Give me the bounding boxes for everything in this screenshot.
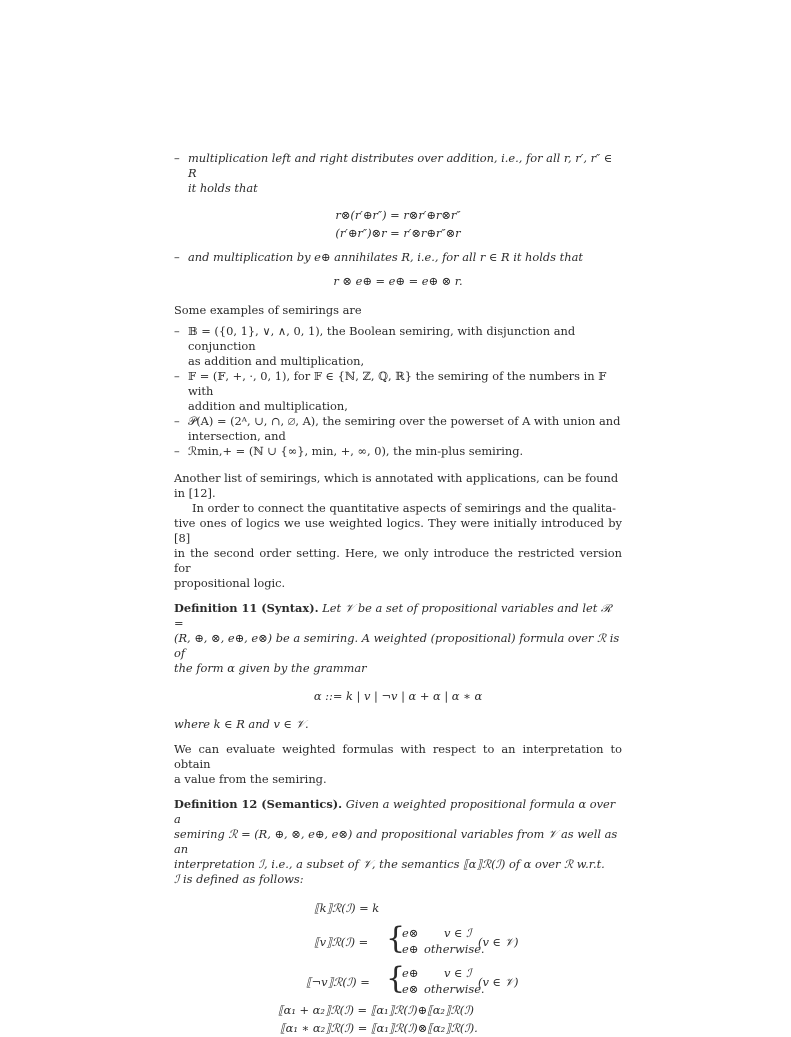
example-item-numbers <box>174 369 622 414</box>
bullet-dash: – <box>174 369 180 383</box>
definition-line: ℐ is defined as follows: <box>174 872 304 886</box>
definition-line <box>174 797 622 827</box>
case-condition: otherwise. <box>424 942 485 956</box>
side-condition: (v ∈ 𝒱) <box>478 935 519 949</box>
example-item-boolean <box>174 324 622 369</box>
case-condition: otherwise. <box>424 982 485 996</box>
paragraph-line: in the second order setting. Here, we only introduce the restricted version for <box>174 546 622 575</box>
bullet-dash: – <box>174 250 180 264</box>
definition-line: semiring ℛ = (R, ⊕, ⊗, e⊕, e⊗) and propositional variables from 𝒱 as well as an <box>174 827 618 856</box>
example-line: 𝒫(A) = (2ᴬ, ∪, ∩, ∅, A), the semiring over the powerset of A with union and <box>188 414 621 428</box>
paragraph-line: Another list of semirings, which is annotated with applications, can be found <box>174 471 619 485</box>
example-item-minplus <box>174 444 622 459</box>
paragraph-line: We can evaluate weighted formulas with respect to an interpretation to obtain <box>174 742 622 771</box>
case-value: e⊕ <box>402 942 419 956</box>
case-value: e⊗ <box>402 926 419 940</box>
definition-line: (R, ⊕, ⊗, e⊕, e⊗) be a semiring. A weighted (propositional) formula over ℛ is of <box>174 631 620 660</box>
semantics-variable-lhs: ⟦v⟧ℛ(ℐ) = <box>314 935 369 949</box>
paragraph-semiring-list <box>174 471 622 501</box>
paragraph-evaluate <box>174 742 622 787</box>
bullet-dash: – <box>174 324 180 338</box>
grammar-equation: α ::= k | v | ¬v | α + α | α ∗ α <box>313 689 483 703</box>
definition-semantics <box>174 797 622 887</box>
equation-right-distrib: (r′⊕r″)⊗r = r′⊗r⊕r″⊗r <box>335 226 461 240</box>
example-item-powerset <box>174 414 622 444</box>
paragraph-line: tive ones of logics we use weighted logics. They were initially introduced by [8] <box>174 516 622 545</box>
definition-line <box>174 601 622 631</box>
definition-heading: Definition 11 (Syntax). <box>174 601 319 615</box>
left-brace-icon: { <box>386 961 406 996</box>
bullet-dash: – <box>174 414 180 428</box>
bullet-text-cont: it holds that <box>188 181 258 195</box>
equation-left-distrib: r⊗(r′⊕r″) = r⊗r′⊕r⊗r″ <box>335 208 461 222</box>
bullet-dash: – <box>174 444 180 458</box>
paragraph-weighted-logics <box>174 501 622 591</box>
definition-text: Let 𝒱 be a set of propositional variables and let ℛ = <box>174 601 612 630</box>
bullet-text: and multiplication by e⊕ annihilates R, i.e., for all r ∈ R it holds that <box>188 250 583 264</box>
bullet-text: multiplication left and right distributes over addition, i.e., for all r, r′, r″ ∈ R <box>188 151 613 180</box>
side-condition: (v ∈ 𝒱) <box>478 975 519 989</box>
example-line: ℛmin,+ = (ℕ ∪ {∞}, min, +, ∞, 0), the min-plus semiring. <box>188 444 524 458</box>
semantics-product: ⟦α₁ ∗ α₂⟧ℛ(ℐ) = ⟦α₁⟧ℛ(ℐ)⊗⟦α₂⟧ℛ(ℐ). <box>280 1021 478 1035</box>
paragraph-line: propositional logic. <box>174 576 286 590</box>
definition-syntax <box>174 601 622 732</box>
semantics-sum: ⟦α₁ + α₂⟧ℛ(ℐ) = ⟦α₁⟧ℛ(ℐ)⊕⟦α₂⟧ℛ(ℐ) <box>278 1003 474 1017</box>
case-value: e⊗ <box>402 982 419 996</box>
left-brace-icon: { <box>386 921 406 956</box>
examples-intro: Some examples of semirings are <box>174 303 362 317</box>
semantics-constant: ⟦k⟧ℛ(ℐ) = k <box>314 901 380 915</box>
definition-where: where k ∈ R and v ∈ 𝒱. <box>174 717 309 731</box>
case-condition: v ∈ ℐ <box>444 966 472 980</box>
definition-line: interpretation ℐ, i.e., a subset of 𝒱, the semantics ⟦α⟧ℛ(ℐ) of α over ℛ w.r.t. <box>174 857 605 871</box>
case-condition: v ∈ ℐ <box>444 926 472 940</box>
distributivity-bullet <box>174 151 622 196</box>
example-line: as addition and multiplication, <box>188 354 365 368</box>
example-line: 𝔹 = ({0, 1}, ∨, ∧, 0, 1), the Boolean semiring, with disjunction and conjunction <box>188 324 576 353</box>
paragraph-line: In order to connect the quantitative aspects of semirings and the qualita- <box>192 501 617 515</box>
equation-annihilation: r ⊗ e⊕ = e⊕ = e⊕ ⊗ r. <box>333 274 463 288</box>
example-line: intersection, and <box>188 429 286 443</box>
example-line: addition and multiplication, <box>188 399 348 413</box>
annihilation-bullet <box>174 250 622 265</box>
paper-page <box>174 150 622 1037</box>
paragraph-line: in [12]. <box>174 486 216 500</box>
definition-text: Given a weighted propositional formula α over a <box>174 797 616 826</box>
definition-line: the form α given by the grammar <box>174 661 367 675</box>
examples-list <box>174 324 622 459</box>
example-line: 𝔽 = (𝔽, +, ·, 0, 1), for 𝔽 ∈ {ℕ, ℤ, ℚ, ℝ} the semiring of the numbers in 𝔽 with <box>188 369 607 398</box>
semantics-equations <box>174 897 622 1037</box>
definition-heading: Definition 12 (Semantics). <box>174 797 343 811</box>
semantics-negation-lhs: ⟦¬v⟧ℛ(ℐ) = <box>306 975 370 989</box>
case-value: e⊕ <box>402 966 419 980</box>
bullet-dash: – <box>174 151 180 165</box>
paragraph-line: a value from the semiring. <box>174 772 327 786</box>
